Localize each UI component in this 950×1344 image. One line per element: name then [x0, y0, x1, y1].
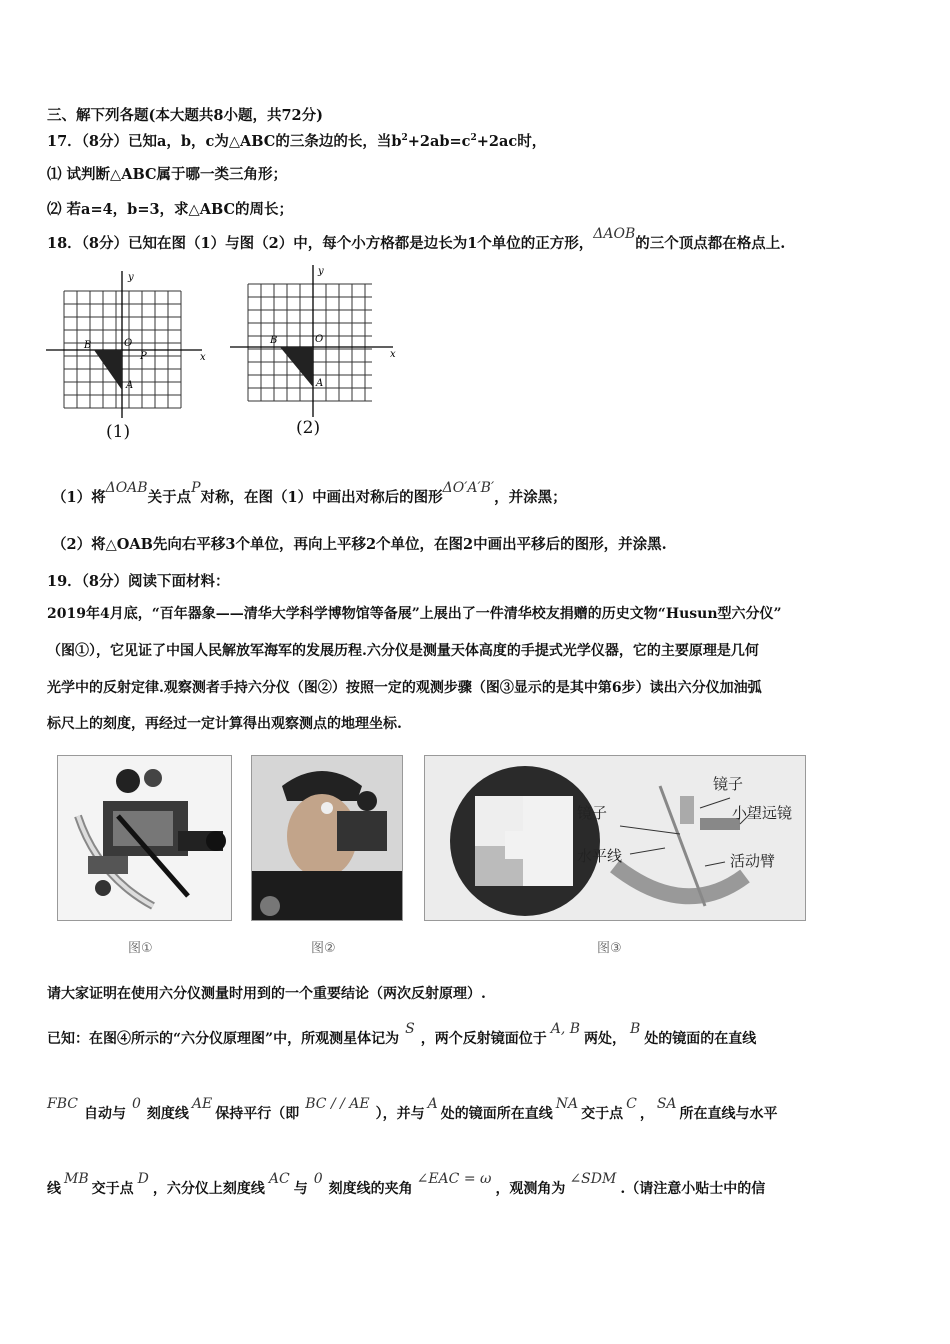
- g2-h: 所在直线与水平: [679, 1106, 778, 1122]
- fig2-label: (2): [296, 418, 321, 438]
- q17-sup2: 2: [470, 133, 477, 144]
- q18-p1-m2: P: [191, 480, 201, 496]
- g3-m5: ∠EAC = ω: [416, 1171, 492, 1187]
- grid1-x-label: x: [200, 352, 206, 363]
- q19-prove: 请大家证明在使用六分仪测量时用到的一个重要结论（两次反射原理）.: [47, 986, 486, 1002]
- q19-para4: 标尺上的刻度，再经过一定计算得出观察测点的地理坐标.: [47, 716, 402, 732]
- q18-p1-a: （1）将: [52, 489, 106, 506]
- q17-part1: ⑴ 试判断△ABC属于哪一类三角形；: [47, 166, 288, 183]
- g3-a: 线: [47, 1181, 61, 1197]
- q19-intro: 19．（8分）阅读下面材料：: [47, 573, 230, 590]
- q18-p1-b: 关于点: [147, 489, 192, 506]
- g3-g: .（请注意小贴士中的信: [620, 1181, 766, 1197]
- q18-part1: [52, 480, 567, 507]
- g3-f: ，观测角为: [495, 1181, 566, 1197]
- grid2-a-label: A: [316, 378, 324, 389]
- q17-part2: ⑵ 若a=4，b=3，求△ABC的周长；: [47, 201, 294, 218]
- caption-3: 图③: [597, 941, 622, 956]
- grid1-b-label: B: [84, 340, 92, 351]
- diagram-mirror-top: 镜子: [713, 775, 744, 793]
- q17-intro-a: 17．（8分）已知a，b，c为△ABC的三条边的长，当b: [47, 133, 402, 150]
- q18-p1-d: ，并涂黑；: [494, 489, 567, 506]
- g2-b: 刻度线: [146, 1106, 189, 1122]
- g3-m4: 0: [313, 1171, 323, 1187]
- q17-intro: [47, 130, 546, 151]
- q18-p1-c: 对称，在图（1）中画出对称后的图形: [200, 489, 443, 506]
- g1-m1: S: [405, 1021, 415, 1037]
- g1-c: 两处，: [584, 1031, 627, 1047]
- q18-p1-m1: ΔOAB: [105, 480, 148, 496]
- sextant-diagram: [424, 755, 806, 921]
- grid1-a-label: A: [126, 380, 134, 391]
- diagram-horizon: 水平线: [577, 847, 623, 865]
- g3-b: 交于点: [91, 1181, 134, 1197]
- q18-intro-end: 的三个顶点都在格点上.: [635, 235, 786, 252]
- q17-sup1: 2: [401, 133, 408, 144]
- g1-d: 处的镜面的在直线: [644, 1031, 757, 1047]
- g3-m6: ∠SDM: [569, 1171, 617, 1187]
- g3-m2: D: [137, 1171, 149, 1187]
- g2-m3: AE: [191, 1096, 213, 1112]
- g1-m2: A, B: [550, 1021, 581, 1037]
- q17-end: +2ac时，: [476, 133, 547, 150]
- g2-a: 自动与: [83, 1106, 126, 1122]
- q19-para1: 2019年4月底，“百年器象——清华大学科学博物馆等备展”上展出了一件清华校友捐赠的历史文物“Husun型六分仪”: [47, 606, 782, 622]
- g2-m6: NA: [555, 1096, 579, 1112]
- grid-figure-1: [44, 268, 219, 423]
- g3-m1: MB: [64, 1171, 89, 1187]
- g3-d: 与: [293, 1181, 308, 1197]
- g1-m3: B: [630, 1021, 641, 1037]
- q19-given-3: [47, 1171, 766, 1198]
- q19-para3: 光学中的反射定律.观察测者手持六分仪（图②）按照一定的观测步骤（图③显示的是其中第6步）读出六分仪加油弧: [47, 680, 762, 696]
- q18-p1-m3: ΔO′A′B′: [442, 480, 495, 496]
- caption-1: 图①: [128, 941, 153, 956]
- g1-b: ，两个反射镜面位于: [420, 1031, 547, 1047]
- g2-g: ，: [639, 1106, 654, 1122]
- g2-m5: A: [427, 1096, 438, 1112]
- grid-figure-2: [228, 262, 408, 422]
- q19-given-1: [47, 1021, 757, 1048]
- g1-a: 已知：在图④所示的“六分仪原理图”中，所观测星体记为: [47, 1031, 400, 1047]
- grid2-x-label: x: [390, 349, 396, 360]
- photo-observer: [251, 755, 403, 921]
- g3-m3: AC: [268, 1171, 290, 1187]
- diagram-mirror-left: 镜子: [577, 804, 608, 822]
- grid1-p-label: P: [140, 351, 147, 362]
- g2-m4: BC / / AE: [305, 1096, 370, 1112]
- section-title: 三、解下列各题(本大题共8小题，共72分): [47, 107, 323, 124]
- g2-m8: SA: [656, 1096, 677, 1112]
- q18-intro: [47, 226, 786, 253]
- grid2-b-label: B: [270, 335, 278, 346]
- g2-m2: 0: [131, 1096, 141, 1112]
- q19-para2: （图①），它见证了中国人民解放军海军的发展历程.六分仪是测量天体高度的手提式光学仪器，它的主要原理是几何: [47, 643, 759, 659]
- g3-c: ，六分仪上刻度线: [152, 1181, 265, 1197]
- grid2-y-label: y: [318, 266, 324, 277]
- g2-c: 保持平行（即: [215, 1106, 300, 1122]
- g2-m7: C: [626, 1096, 637, 1112]
- grid2-o-label: O: [315, 334, 324, 345]
- q19-given-2: [47, 1096, 778, 1123]
- photo-sextant: [57, 755, 232, 921]
- q18-part2: （2）将△OAB先向右平移3个单位，再向上平移2个单位，在图2中画出平移后的图形，并涂黑.: [52, 536, 667, 553]
- diagram-arm: 活动臂: [730, 852, 776, 870]
- diagram-telescope: 小望远镜: [732, 804, 793, 822]
- g2-f: 交于点: [581, 1106, 624, 1122]
- caption-2: 图②: [311, 941, 336, 956]
- grid1-y-label: y: [128, 272, 134, 283]
- fig1-label: (1): [106, 422, 131, 442]
- q17-mid: +2ab=c: [407, 133, 471, 150]
- g2-d: ），并与: [375, 1106, 425, 1122]
- q18-math-aob: ΔAOB: [593, 226, 636, 242]
- g3-e: 刻度线的夹角: [328, 1181, 413, 1197]
- g2-e: 处的镜面所在直线: [440, 1106, 553, 1122]
- q18-intro-text: 18．（8分）已知在图（1）与图（2）中，每个小方格都是边长为1个单位的正方形，: [47, 235, 594, 252]
- g2-m1: FBC: [47, 1096, 78, 1112]
- grid1-o-label: O: [124, 338, 133, 349]
